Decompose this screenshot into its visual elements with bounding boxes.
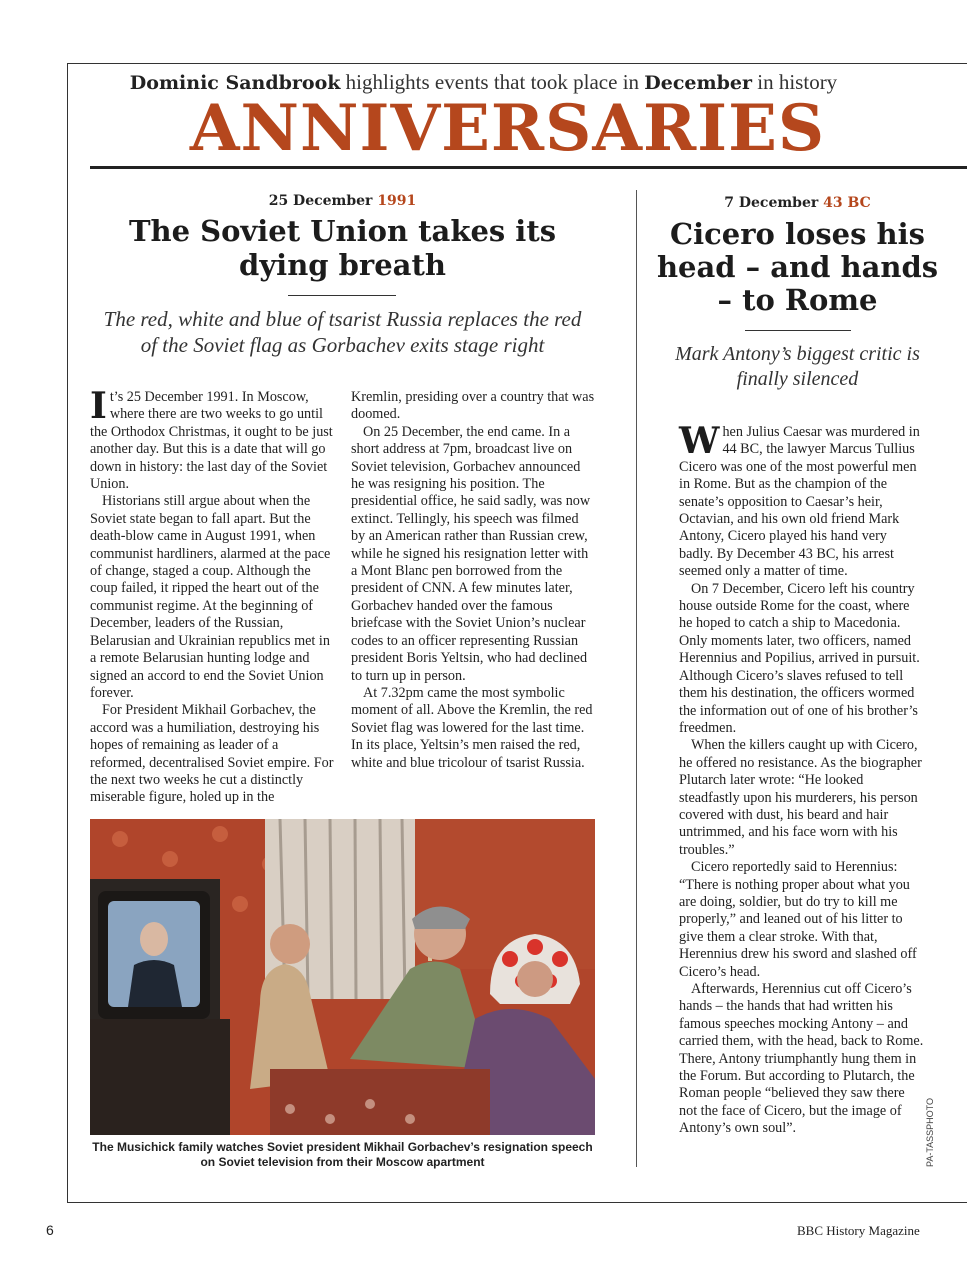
- left-para-1: It’s 25 December 1991. In Moscow, where there are two weeks to go until the Orthodox Christmas, it ought to be just another day. But this is a date that will go down in history: the last day of the Soviet Union.: [90, 385, 333, 493]
- right-date-year: 43 BC: [823, 195, 871, 211]
- right-para-1: When Julius Caesar was murdered in 44 BC, the lawyer Marcus Tullius Cicero was one of the most powerful men in Rome. But as the champion of the senate’s opposition to Caesar’s heir, Octavian, and his own old friend Mark Antony, Cicero played his hand very badly. By December 43 BC, his arrest seemed only a matter of time.: [679, 420, 920, 580]
- left-para-2: Historians still argue about when the Soviet state began to fall apart. But the death-blow came in August 1991, when communist hardliners, alarmed at the pace of change, staged a coup. Although the coup failed, it ripped the heart out of the communist regime. At the beginning of December, leaders of the Russian, Belarusian and Ukrainian republics met in a remote Belarusian hunting lodge and signed an accord to end the Soviet Union forever.: [90, 493, 331, 701]
- kicker-mid: highlights events that took place in: [340, 70, 645, 94]
- left-body-col2: [351, 389, 596, 772]
- left-headline-rule: [288, 295, 396, 296]
- left-para-4: Kremlin, presiding over a country that was doomed.: [351, 389, 595, 423]
- kicker-month: December: [644, 72, 753, 94]
- magazine-name: BBC History Magazine: [797, 1223, 920, 1238]
- left-dropcap: I: [90, 385, 107, 427]
- right-body: [679, 420, 924, 1138]
- page-number: 6: [46, 1222, 54, 1238]
- kicker-author: Dominic Sandbrook: [129, 72, 341, 94]
- right-headline: Cicero loses his head – and hands – to Rome: [656, 217, 939, 317]
- left-para-5: On 25 December, the end came. In a short address at 7pm, broadcast live on Soviet television, Gorbachev announced he was resigning his position. The presidential office, he said sadly, was now extinct. Tellingly, his speech was filmed by an American rather than Russian crew, while he signed his resignation letter with a Mont Blanc pen borrowed from the president of CNN. A few minutes later, Gorbachev handed over the famous briefcase with the Soviet Union’s nuclear codes to an officer representing Russian president Boris Yeltsin, who had declined to turn up in person.: [351, 423, 591, 684]
- left-date: [90, 193, 595, 209]
- masthead-title: ANNIVERSARIES: [189, 91, 826, 166]
- column-divider: [636, 190, 637, 1167]
- right-standfirst: Mark Antony’s biggest critic is finally silenced: [675, 343, 920, 390]
- right-dropcap: W: [679, 420, 720, 462]
- left-date-year: 1991: [377, 193, 417, 209]
- left-para-3: For President Mikhail Gorbachev, the accord was a humiliation, destroying his hopes of remaining as leader of a reformed, decentralised Soviet empire. For the next two weeks he cut a distinctly miserable figure, holed up in the: [90, 702, 334, 806]
- right-date: [650, 195, 945, 211]
- right-para-3: When the killers caught up with Cicero, he offered no resistance. As the biographer Plutarch later wrote: “He looked steadfastly upon his murderers, his person covered with dust, his beard and hair untrimmed, and his face worn with his troubles.”: [679, 737, 922, 858]
- photo-illustration: [90, 819, 595, 1135]
- left-headline: The Soviet Union takes its dying breath: [128, 214, 557, 282]
- right-para-2: On 7 December, Cicero left his country house outside Rome for the coast, where he hoped to catch a ship to Macedonia. Only moments later, two officers, named Herennius and Popilius, arrived in pursuit. Although Cicero’s slaves refused to tell them his destination, the officers wormed the information out of one of his brother’s freedmen.: [679, 580, 920, 736]
- left-date-day: 25 December: [268, 193, 373, 209]
- left-para-6: At 7.32pm came the most symbolic moment of all. Above the Kremlin, the red Soviet flag was lowered for the last time. In its place, Yeltsin’s men raised the red, white and blue tricolour of tsarist Russia.: [351, 684, 593, 771]
- photo-caption: The Musichick family watches Soviet president Mikhail Gorbachev’s resignation speech on Soviet television from their Moscow apartment: [92, 1140, 593, 1169]
- kicker-end: in history: [752, 70, 838, 94]
- right-headline-rule: [745, 330, 851, 331]
- header-rule: [90, 166, 967, 169]
- left-body-col1: [90, 385, 335, 807]
- left-standfirst: The red, white and blue of tsarist Russia replaces the red of the Soviet flag as Gorbachev exits stage right: [103, 307, 582, 357]
- photo-credit: PA-TASSPHOTO: [925, 1097, 935, 1167]
- family-tv-photo: [90, 819, 595, 1135]
- right-date-day: 7 December: [724, 195, 819, 211]
- right-para-5: Afterwards, Herennius cut off Cicero’s hands – the hands that had written his famous speeches mocking Antony – and carried them, with the head, back to Rome. There, Antony triumphantly hung them in the Forum. But according to Plutarch, the Roman people “believed they saw there not the face of Cicero, but the image of Antony’s own soul”.: [679, 981, 924, 1137]
- right-para-4: Cicero reportedly said to Herennius: “There is nothing proper about what you are doing, soldier, but do try to kill me properly,” and leaned out of his litter to give them a clear stroke. With that, Herennius drew his sword and slashed off Cicero’s head.: [679, 859, 917, 980]
